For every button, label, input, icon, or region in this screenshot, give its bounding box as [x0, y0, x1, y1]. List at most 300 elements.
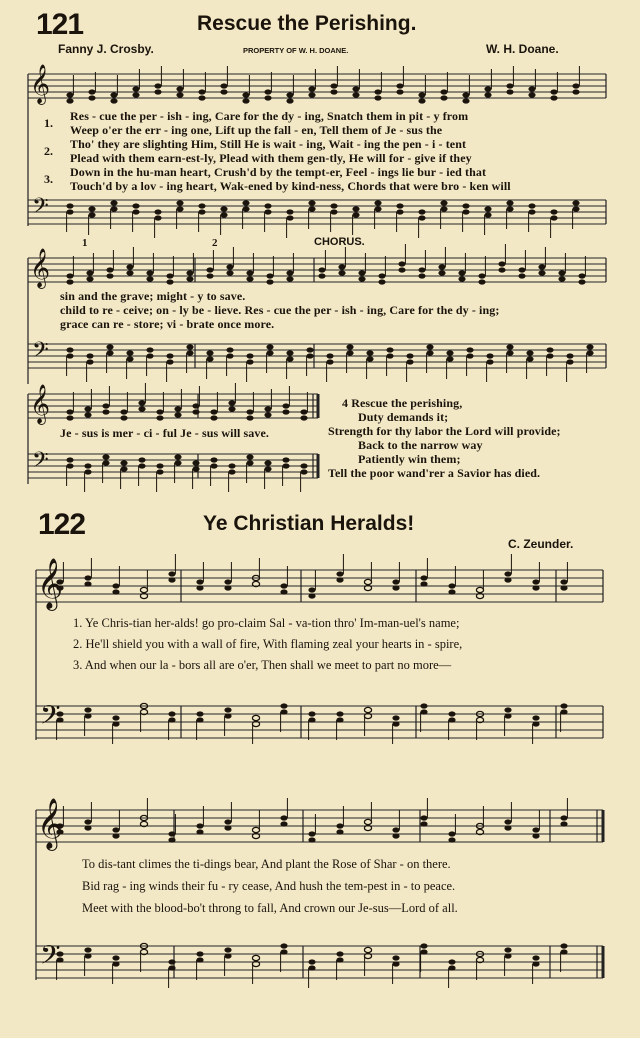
note-head: [572, 200, 579, 205]
note-head: [506, 206, 513, 211]
note-head: [578, 273, 585, 278]
note-head: [286, 270, 293, 275]
note-head: [280, 821, 287, 826]
note-head: [286, 215, 293, 220]
note-head: [206, 267, 213, 272]
note-head: [560, 949, 567, 954]
note-head: [282, 463, 289, 468]
note-head: [196, 829, 203, 834]
note-head: [440, 89, 447, 94]
note-head: [504, 825, 511, 830]
note-head: [66, 92, 73, 97]
note-head: [478, 279, 485, 284]
note-head: [246, 409, 253, 414]
note-head: [112, 721, 119, 726]
note-head: [396, 89, 403, 94]
note-head: [110, 92, 117, 97]
bass-clef-icon: 𝄢: [40, 940, 61, 976]
note-head: [196, 823, 203, 828]
note-head: [280, 943, 287, 948]
note-head: [224, 947, 231, 952]
note-head: [504, 577, 511, 582]
note-head: [308, 587, 315, 592]
note-head: [352, 212, 359, 217]
note-head: [396, 83, 403, 88]
note-head: [280, 949, 287, 954]
note-head: [242, 92, 249, 97]
note-head: [286, 209, 293, 214]
note-head: [420, 943, 427, 948]
note-head: [264, 460, 271, 465]
note-head: [420, 821, 427, 826]
note-head: [286, 98, 293, 103]
composer-credit: C. Zeunder.: [508, 537, 574, 551]
note-head: [396, 203, 403, 208]
note-head: [246, 415, 253, 420]
verse-number: 3.: [44, 172, 53, 186]
note-head: [566, 353, 573, 358]
treble-clef-icon: 𝄞: [30, 386, 51, 423]
note-head: [266, 279, 273, 284]
lyric-line: Je - sus is mer - ci - ful Je - sus will save.: [60, 426, 270, 440]
note-head: [448, 959, 455, 964]
note-head: [560, 821, 567, 826]
note-head: [498, 261, 505, 266]
note-head: [84, 953, 91, 958]
note-head: [192, 409, 199, 414]
note-head: [560, 815, 567, 820]
verse4-line: Back to the narrow way: [358, 438, 483, 452]
note-head: [420, 581, 427, 586]
note-head: [336, 829, 343, 834]
note-head: [374, 89, 381, 94]
note-head: [308, 206, 315, 211]
note-head: [462, 98, 469, 103]
note-head: [196, 711, 203, 716]
note-head: [84, 819, 91, 824]
note-head: [84, 469, 91, 474]
lyric-line: grace can re - store; vi - brate once more.: [60, 317, 275, 331]
note-head: [226, 270, 233, 275]
note-head: [506, 200, 513, 205]
note-head: [210, 415, 217, 420]
note-head: [156, 463, 163, 468]
note-head: [252, 955, 259, 960]
note-head: [210, 457, 217, 462]
note-head: [264, 466, 271, 471]
note-head: [168, 571, 175, 576]
note-head: [226, 264, 233, 269]
note-head: [102, 460, 109, 465]
composer-credit: W. H. Doane.: [486, 42, 559, 56]
note-head: [224, 953, 231, 958]
note-head: [550, 89, 557, 94]
note-head: [110, 200, 117, 205]
note-head: [462, 203, 469, 208]
note-head: [518, 273, 525, 278]
note-head: [440, 206, 447, 211]
lyric-line: sin and the grave; might - y to save.: [60, 289, 246, 303]
note-head: [224, 713, 231, 718]
note-head: [336, 717, 343, 722]
note-head: [166, 273, 173, 278]
note-head: [448, 583, 455, 588]
note-head: [418, 209, 425, 214]
note-head: [198, 89, 205, 94]
note-head: [286, 92, 293, 97]
note-head: [84, 575, 91, 580]
lyric-line: Bid rag - ing winds their fu - ry cease, And hush the tem-pest in - to peace.: [82, 879, 456, 893]
note-head: [220, 89, 227, 94]
note-head: [484, 92, 491, 97]
note-head: [102, 403, 109, 408]
lyric-line: Touch'd by a lov - ing heart, Wak-ened by kind-ness, Chords that were bro - ken will: [70, 179, 511, 193]
note-head: [374, 200, 381, 205]
note-head: [192, 460, 199, 465]
note-head: [338, 264, 345, 269]
note-head: [550, 215, 557, 220]
note-head: [88, 95, 95, 100]
note-head: [282, 403, 289, 408]
note-head: [198, 95, 205, 100]
note-head: [532, 585, 539, 590]
note-head: [308, 593, 315, 598]
note-head: [88, 89, 95, 94]
note-head: [66, 409, 73, 414]
note-head: [418, 92, 425, 97]
copyright-notice: PROPERTY OF W. H. DOANE.: [243, 46, 349, 55]
note-head: [392, 721, 399, 726]
note-head: [486, 359, 493, 364]
note-head: [186, 276, 193, 281]
note-head: [308, 837, 315, 842]
note-head: [138, 457, 145, 462]
note-head: [418, 98, 425, 103]
note-head: [186, 350, 193, 355]
note-head: [84, 581, 91, 586]
note-head: [168, 577, 175, 582]
note-head: [84, 713, 91, 718]
note-head: [264, 203, 271, 208]
note-head: [528, 203, 535, 208]
note-head: [66, 347, 73, 352]
note-head: [330, 209, 337, 214]
note-head: [196, 585, 203, 590]
note-head: [102, 409, 109, 414]
treble-clef-icon: 𝄞: [37, 559, 64, 608]
note-head: [210, 409, 217, 414]
note-head: [220, 212, 227, 217]
note-head: [352, 206, 359, 211]
note-head: [330, 83, 337, 88]
note-head: [196, 579, 203, 584]
note-head: [504, 819, 511, 824]
note-head: [86, 270, 93, 275]
note-head: [280, 589, 287, 594]
note-head: [392, 715, 399, 720]
note-head: [146, 347, 153, 352]
note-head: [374, 206, 381, 211]
note-head: [266, 344, 273, 349]
note-head: [168, 959, 175, 964]
note-head: [528, 86, 535, 91]
note-head: [420, 949, 427, 954]
note-head: [426, 350, 433, 355]
note-head: [66, 98, 73, 103]
note-head: [336, 823, 343, 828]
note-head: [176, 206, 183, 211]
note-head: [66, 415, 73, 420]
note-head: [264, 209, 271, 214]
note-head: [458, 270, 465, 275]
verse4-line: Strength for thy labor the Lord will provide;: [328, 424, 561, 438]
note-head: [374, 95, 381, 100]
note-head: [246, 276, 253, 281]
note-head: [318, 273, 325, 278]
note-head: [466, 353, 473, 358]
note-head: [526, 356, 533, 361]
lyric-line: 3. And when our la - bors all are o'er, Then shall we meet to part no more—: [73, 658, 452, 672]
note-head: [504, 953, 511, 958]
note-head: [506, 344, 513, 349]
note-head: [406, 359, 413, 364]
note-head: [572, 83, 579, 88]
lyric-line: Plead with them earn-est-ly, Plead with them gen-tly, He will for - give if they: [70, 151, 472, 165]
note-head: [132, 203, 139, 208]
treble-clef-icon: 𝄞: [30, 66, 51, 103]
note-head: [120, 415, 127, 420]
note-head: [156, 415, 163, 420]
note-head: [392, 833, 399, 838]
note-head: [266, 350, 273, 355]
note-head: [392, 585, 399, 590]
note-head: [498, 267, 505, 272]
note-head: [326, 359, 333, 364]
note-head: [566, 359, 573, 364]
verse4-line: Tell the poor wand'rer a Savior has died.: [328, 466, 541, 480]
bass-clef-icon: 𝄢: [40, 700, 61, 736]
note-head: [462, 92, 469, 97]
note-head: [392, 827, 399, 832]
note-head: [138, 463, 145, 468]
note-head: [66, 457, 73, 462]
note-head: [168, 717, 175, 722]
note-head: [364, 707, 371, 712]
lyric-line: Down in the hu-man heart, Crush'd by the tempt-er, Feel - ings lie bur - ied that: [70, 165, 487, 179]
note-head: [280, 709, 287, 714]
note-head: [84, 412, 91, 417]
note-head: [120, 460, 127, 465]
note-head: [286, 276, 293, 281]
lyric-line: child to re - ceive; on - ly be - lieve. Res - cue the per - ish - ing, Care for the dy - ing;: [60, 303, 500, 317]
note-head: [538, 270, 545, 275]
note-head: [138, 400, 145, 405]
note-head: [226, 353, 233, 358]
note-head: [252, 715, 259, 720]
note-head: [458, 276, 465, 281]
note-head: [396, 209, 403, 214]
note-head: [112, 955, 119, 960]
note-head: [112, 583, 119, 588]
note-head: [138, 406, 145, 411]
note-head: [196, 957, 203, 962]
note-head: [106, 267, 113, 272]
note-head: [84, 406, 91, 411]
note-head: [196, 951, 203, 956]
note-head: [484, 86, 491, 91]
note-head: [120, 466, 127, 471]
note-head: [308, 717, 315, 722]
note-head: [126, 270, 133, 275]
note-head: [146, 353, 153, 358]
note-head: [560, 585, 567, 590]
note-head: [206, 273, 213, 278]
note-head: [398, 261, 405, 266]
lyric-line: Res - cue the per - ish - ing, Care for the dy - ing, Snatch them in pit - y from: [70, 109, 469, 123]
bass-clef-icon: 𝄢: [32, 448, 49, 477]
note-head: [528, 209, 535, 214]
note-head: [186, 270, 193, 275]
note-head: [226, 347, 233, 352]
note-head: [286, 356, 293, 361]
note-head: [246, 454, 253, 459]
lyric-line: 1. Ye Chris-tian her-alds! go pro-claim Sal - va-tion thro' Im-man-uel's name;: [73, 616, 460, 630]
bass-staff-4: [36, 706, 603, 738]
bass-clef-icon: 𝄢: [32, 338, 49, 367]
note-head: [538, 264, 545, 269]
note-head: [132, 92, 139, 97]
note-head: [210, 463, 217, 468]
hymn-title: Ye Christian Heralds!: [203, 512, 415, 535]
note-head: [578, 279, 585, 284]
note-head: [532, 833, 539, 838]
note-head: [88, 212, 95, 217]
note-head: [438, 264, 445, 269]
note-head: [560, 579, 567, 584]
note-head: [192, 403, 199, 408]
note-head: [66, 203, 73, 208]
note-head: [106, 344, 113, 349]
bass-clef-icon: 𝄢: [32, 194, 49, 223]
verse4-line: Duty demands it;: [358, 410, 449, 424]
note-head: [84, 707, 91, 712]
note-head: [126, 350, 133, 355]
note-head: [558, 270, 565, 275]
note-head: [448, 965, 455, 970]
note-head: [112, 715, 119, 720]
note-head: [126, 356, 133, 361]
note-head: [66, 463, 73, 468]
note-head: [174, 454, 181, 459]
note-head: [280, 583, 287, 588]
note-head: [392, 961, 399, 966]
note-head: [572, 89, 579, 94]
note-head: [84, 947, 91, 952]
note-head: [336, 957, 343, 962]
note-head: [528, 92, 535, 97]
note-head: [176, 86, 183, 91]
note-head: [462, 209, 469, 214]
note-head: [352, 92, 359, 97]
note-head: [282, 409, 289, 414]
note-head: [378, 273, 385, 278]
note-head: [506, 350, 513, 355]
note-head: [352, 86, 359, 91]
note-head: [326, 353, 333, 358]
note-head: [66, 279, 73, 284]
verse4-line: Patiently win them;: [358, 452, 461, 466]
note-head: [518, 267, 525, 272]
note-head: [378, 279, 385, 284]
bass-staff-2: [28, 344, 606, 368]
note-head: [504, 707, 511, 712]
lyric-line: To dis-tant climes the ti-dings bear, And plant the Rose of Shar - on there.: [82, 857, 451, 871]
note-head: [228, 400, 235, 405]
note-head: [154, 209, 161, 214]
note-head: [220, 83, 227, 88]
note-head: [112, 961, 119, 966]
lyric-line: Meet with the blood-bo't throng to fall, And crown our Je-sus—Lord of all.: [82, 901, 458, 915]
note-head: [366, 356, 373, 361]
note-head: [198, 203, 205, 208]
note-head: [198, 209, 205, 214]
note-head: [504, 571, 511, 576]
note-head: [364, 947, 371, 952]
note-head: [174, 406, 181, 411]
note-head: [586, 344, 593, 349]
note-head: [330, 203, 337, 208]
note-head: [532, 579, 539, 584]
note-head: [112, 827, 119, 832]
note-head: [242, 98, 249, 103]
note-head: [418, 267, 425, 272]
note-head: [286, 350, 293, 355]
verse-number: 2.: [44, 144, 53, 158]
note-head: [386, 353, 393, 358]
note-head: [206, 350, 213, 355]
note-head: [364, 819, 371, 824]
note-head: [438, 270, 445, 275]
note-head: [484, 212, 491, 217]
note-head: [446, 356, 453, 361]
note-head: [206, 356, 213, 361]
note-head: [176, 92, 183, 97]
note-head: [166, 279, 173, 284]
note-head: [224, 579, 231, 584]
note-head: [224, 825, 231, 830]
note-head: [560, 943, 567, 948]
note-head: [330, 89, 337, 94]
note-head: [174, 460, 181, 465]
note-head: [154, 89, 161, 94]
note-head: [102, 454, 109, 459]
note-head: [420, 709, 427, 714]
note-head: [308, 831, 315, 836]
note-head: [336, 951, 343, 956]
note-head: [308, 200, 315, 205]
note-head: [560, 703, 567, 708]
note-head: [448, 837, 455, 842]
note-head: [106, 273, 113, 278]
note-head: [112, 833, 119, 838]
note-head: [168, 831, 175, 836]
note-head: [560, 709, 567, 714]
note-head: [572, 206, 579, 211]
note-head: [168, 837, 175, 842]
note-head: [546, 353, 553, 358]
note-head: [252, 827, 259, 832]
note-head: [392, 955, 399, 960]
